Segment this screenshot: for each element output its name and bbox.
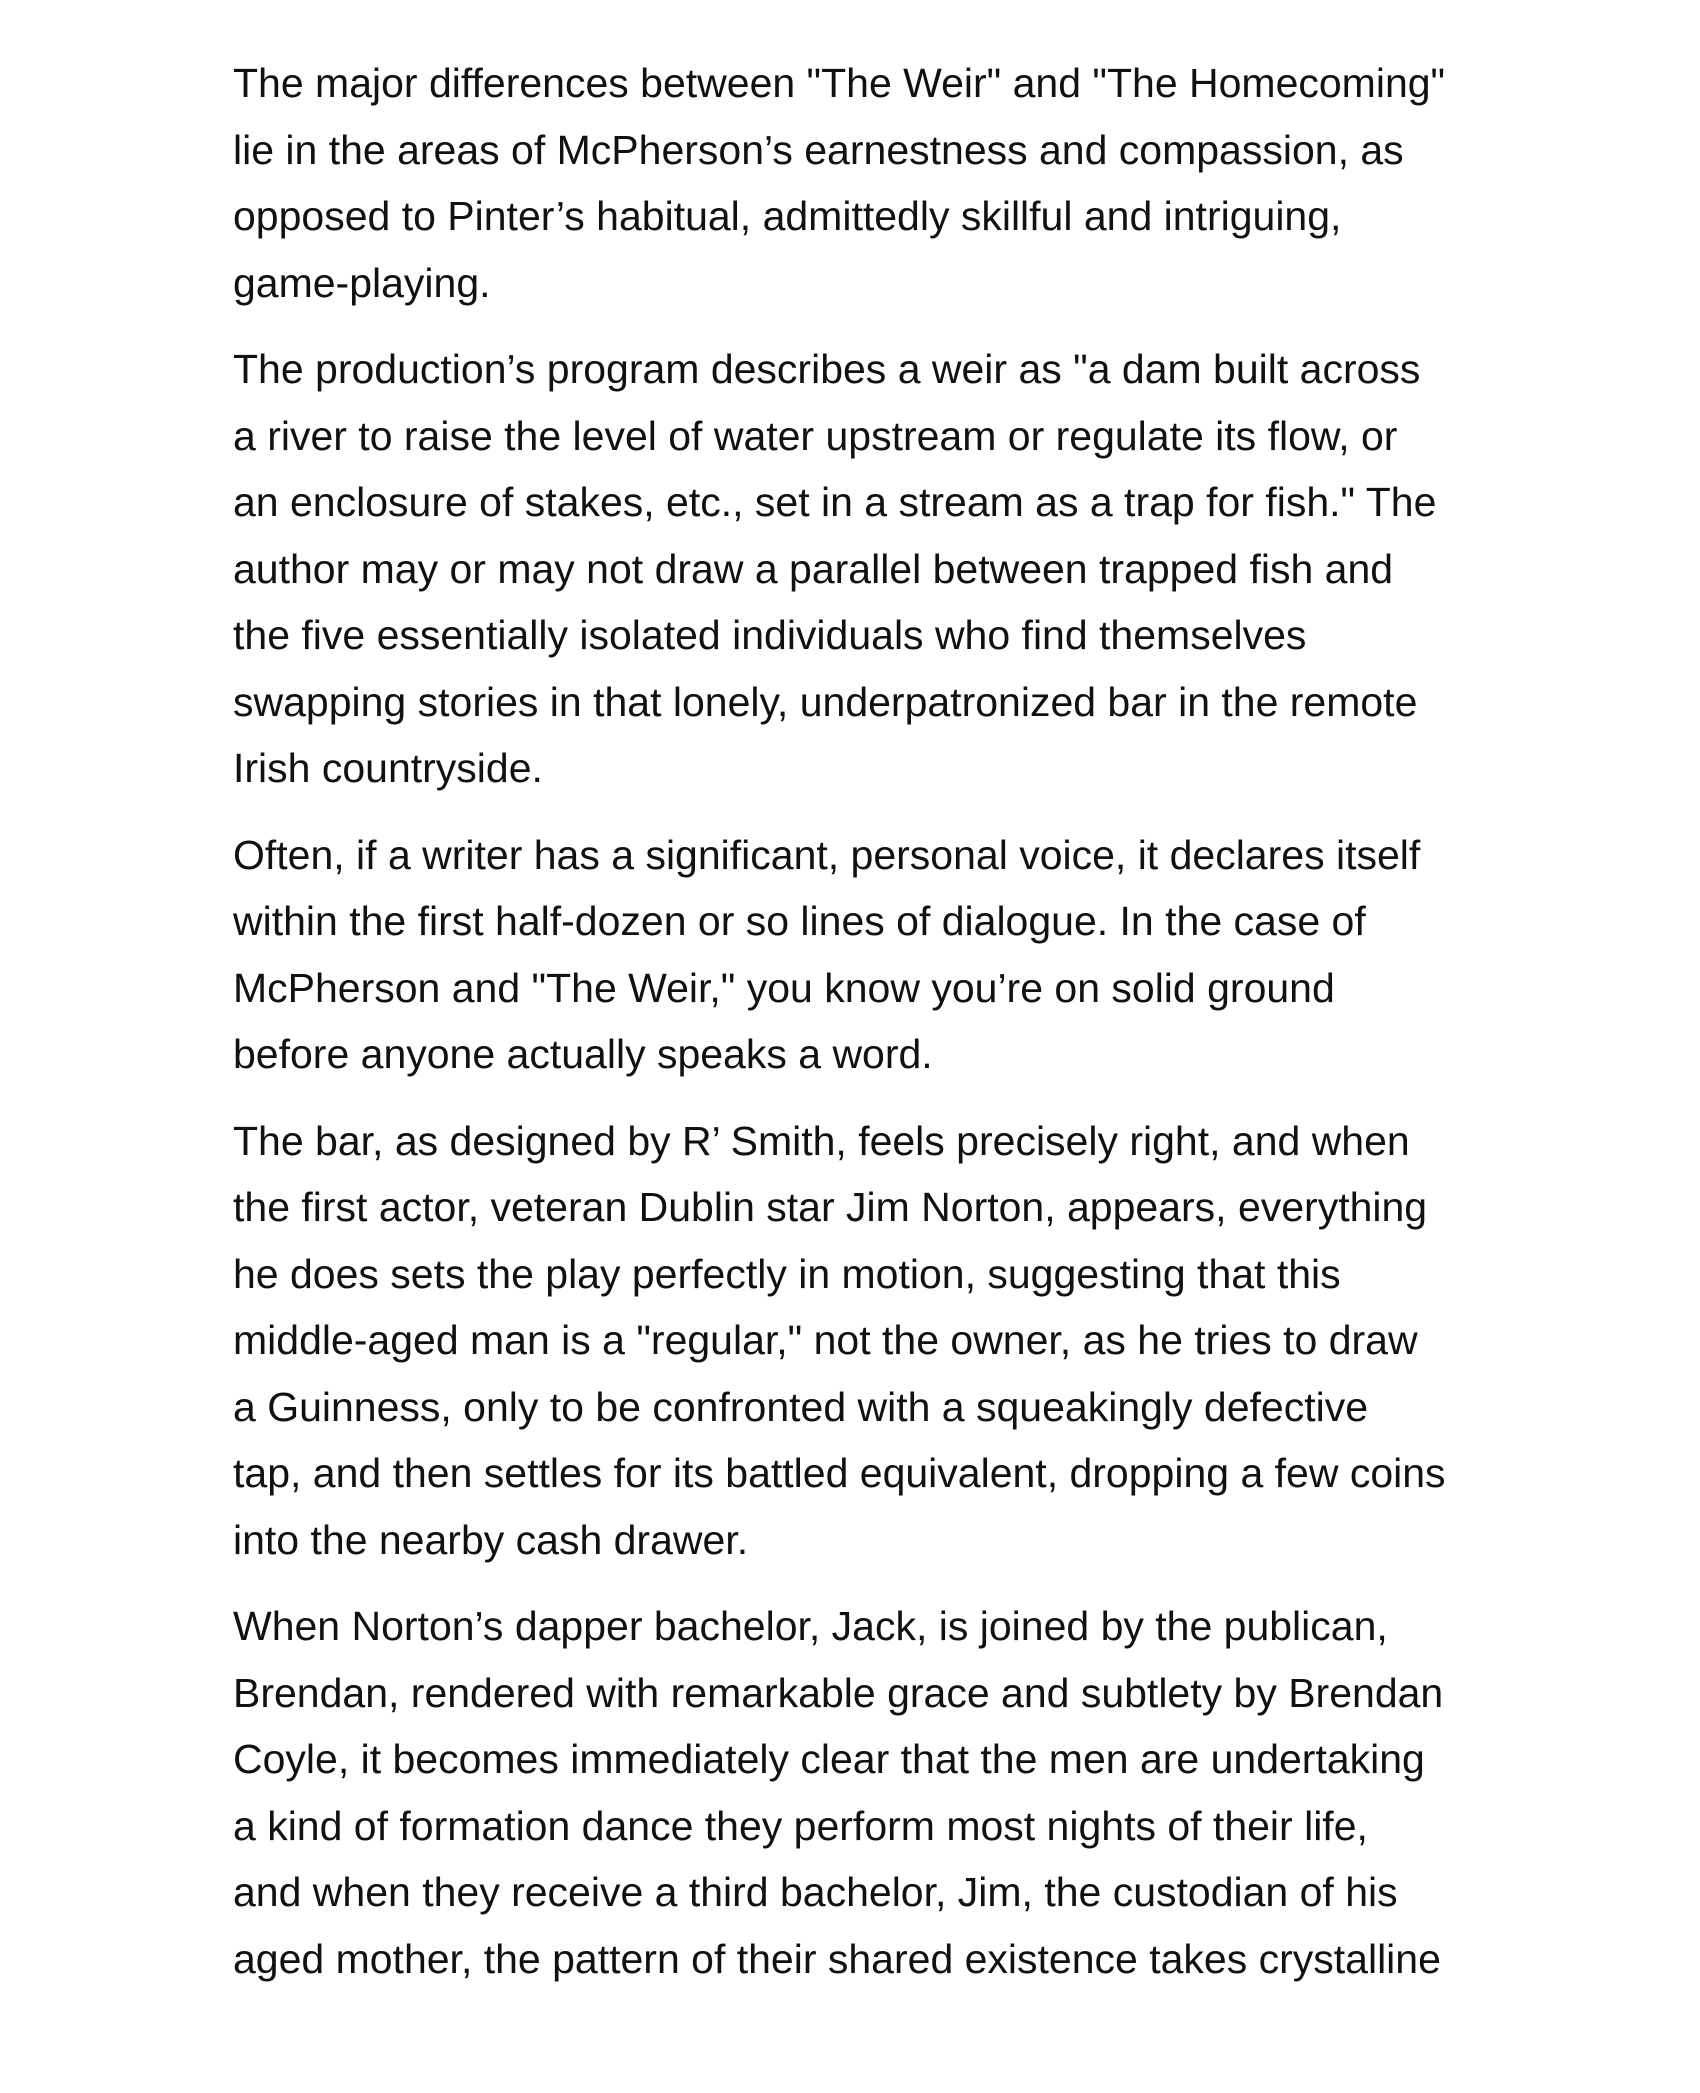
text-line: the first actor, veteran Dublin star Jim Norton, appears, everything — [233, 1184, 1428, 1230]
text-line: into the nearby cash drawer. — [233, 1516, 749, 1563]
paragraph-4 — [233, 1108, 1473, 1574]
text-line: the five essentially isolated individuals who find themselves — [233, 612, 1307, 658]
text-line: Brendan, rendered with remarkable grace and subtlety by Brendan — [233, 1669, 1444, 1716]
paragraph-2 — [233, 336, 1473, 802]
paragraph-3 — [233, 822, 1473, 1088]
text-line: The production’s program describes a weir as "a dam built across — [233, 346, 1421, 392]
text-line: he does sets the play perfectly in motion, suggesting that this — [233, 1250, 1341, 1297]
text-line: a kind of formation dance they perform most nights of their life, — [233, 1802, 1368, 1849]
text-line: tap, and then settles for its battled equivalent, dropping a few coins — [233, 1450, 1446, 1496]
text-line: The major differences between "The Weir" and "The Homecoming" — [233, 60, 1446, 106]
text-line: a river to raise the level of water upstream or regulate its flow, or — [233, 412, 1398, 459]
text-line: author may or may not draw a parallel between trapped fish and — [233, 545, 1394, 592]
text-line: Often, if a writer has a significant, personal voice, it declares itself — [233, 831, 1421, 878]
text-line: middle-aged man is a "regular," not the owner, as he tries to draw — [233, 1317, 1418, 1363]
text-line: aged mother, the pattern of their shared existence takes crystalline — [233, 1935, 1441, 1982]
text-line: lie in the areas of McPherson’s earnestness and compassion, as — [233, 126, 1404, 173]
text-line: opposed to Pinter’s habitual, admittedly skillful and intriguing, — [233, 193, 1342, 239]
text-line: The bar, as designed by R’ Smith, feels precisely right, and when — [233, 1117, 1410, 1164]
paragraph-1 — [233, 50, 1473, 316]
text-line: before anyone actually speaks a word. — [233, 1031, 933, 1077]
text-line: a Guinness, only to be confronted with a squeakingly defective — [233, 1383, 1369, 1430]
text-line: McPherson and "The Weir," you know you’re on solid ground — [233, 964, 1335, 1011]
paragraph-5 — [233, 1593, 1473, 1992]
document-page — [233, 50, 1473, 2012]
text-line: an enclosure of stakes, etc., set in a stream as a trap for fish." The — [233, 479, 1437, 525]
text-line: within the first half-dozen or so lines of dialogue. In the case of — [233, 898, 1366, 944]
text-line: When Norton’s dapper bachelor, Jack, is joined by the publican, — [233, 1603, 1388, 1649]
text-line: Irish countryside. — [233, 745, 543, 791]
text-line: swapping stories in that lonely, underpatronized bar in the remote — [233, 678, 1418, 725]
text-line: and when they receive a third bachelor, Jim, the custodian of his — [233, 1869, 1398, 1915]
text-line: Coyle, it becomes immediately clear that the men are undertaking — [233, 1736, 1425, 1782]
text-line: game-playing. — [233, 259, 491, 306]
